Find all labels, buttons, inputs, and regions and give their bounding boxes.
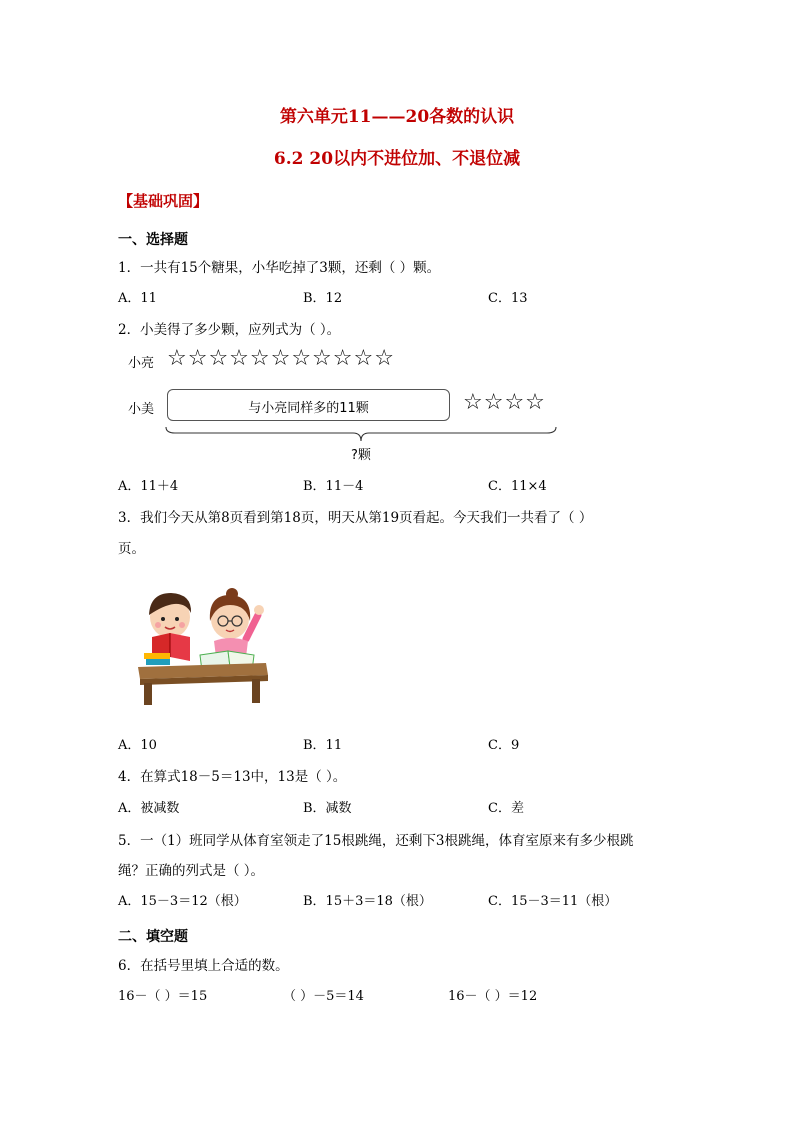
section-heading-basic: 【基础巩固】 (118, 192, 209, 210)
question-3-text-line1: 3．我们今天从第8页看到第18页，明天从第19页看起。今天我们一共看了（ ） (118, 510, 593, 526)
q4-option-c: C．差 (488, 801, 524, 816)
q1-option-a: A．11 (118, 291, 157, 306)
q4-option-b: B．减数 (303, 801, 352, 816)
question-1-text: 1．一共有15个糖果，小华吃掉了3颗，还剩（ ）颗。 (118, 260, 441, 276)
q3-option-b: B．11 (303, 738, 343, 753)
document-subtitle: 6.2 20以内不进位加、不退位减 (273, 149, 521, 169)
q6-item-2: （ ）－5＝14 (283, 989, 364, 1004)
question-2-text: 2．小美得了多少颗，应列式为（ ）。 (118, 322, 341, 338)
q3-option-c: C．9 (488, 738, 520, 753)
q6-item-1: 16－（ ）＝15 (118, 989, 208, 1004)
document-title: 第六单元11——20各数的认识 (279, 107, 515, 127)
q3-option-a: A．10 (118, 738, 157, 753)
q1-option-c: C．13 (488, 291, 528, 306)
star-row-xiaoliang: ☆☆☆☆☆☆☆☆☆☆☆ (167, 346, 395, 371)
question-4-text: 4．在算式18－5＝13中，13是（ ）。 (118, 769, 347, 785)
q4-option-a: A．被减数 (118, 801, 180, 816)
question-5-text-line1: 5．一（1）班同学从体育室领走了15根跳绳，还剩下3根跳绳，体育室原来有多少根跳 (118, 833, 634, 849)
question-3-text-line2: 页。 (118, 541, 145, 557)
label-xiaomei: 小美 (128, 402, 155, 417)
q5-option-c: C．15－3＝11（根） (488, 894, 618, 909)
same-amount-box-text: 与小亮同样多的11颗 (248, 401, 369, 416)
same-amount-box (167, 389, 450, 421)
star-row-extra: ☆☆☆☆ (463, 390, 546, 415)
q5-option-b: B．15＋3＝18（根） (303, 894, 432, 909)
question-5-text-line2: 绳？正确的列式是（ ）。 (118, 863, 265, 879)
section-heading-choice: 一、选择题 (118, 232, 188, 248)
question-6-text: 6．在括号里填上合适的数。 (118, 958, 289, 974)
q2-option-c: C．11×4 (488, 479, 547, 494)
children-reading-illustration (134, 585, 270, 707)
brace-icon (163, 426, 559, 444)
q5-option-a: A．15－3＝12（根） (118, 894, 247, 909)
question-mark-label: ?颗 (351, 448, 371, 463)
section-heading-fill: 二、填空题 (118, 929, 188, 945)
q2-option-b: B．11－4 (303, 479, 364, 494)
q6-item-3: 16－（ ）＝12 (448, 989, 538, 1004)
q1-option-b: B．12 (303, 291, 343, 306)
label-xiaoliang: 小亮 (128, 356, 155, 371)
q2-option-a: A．11＋4 (118, 479, 179, 494)
